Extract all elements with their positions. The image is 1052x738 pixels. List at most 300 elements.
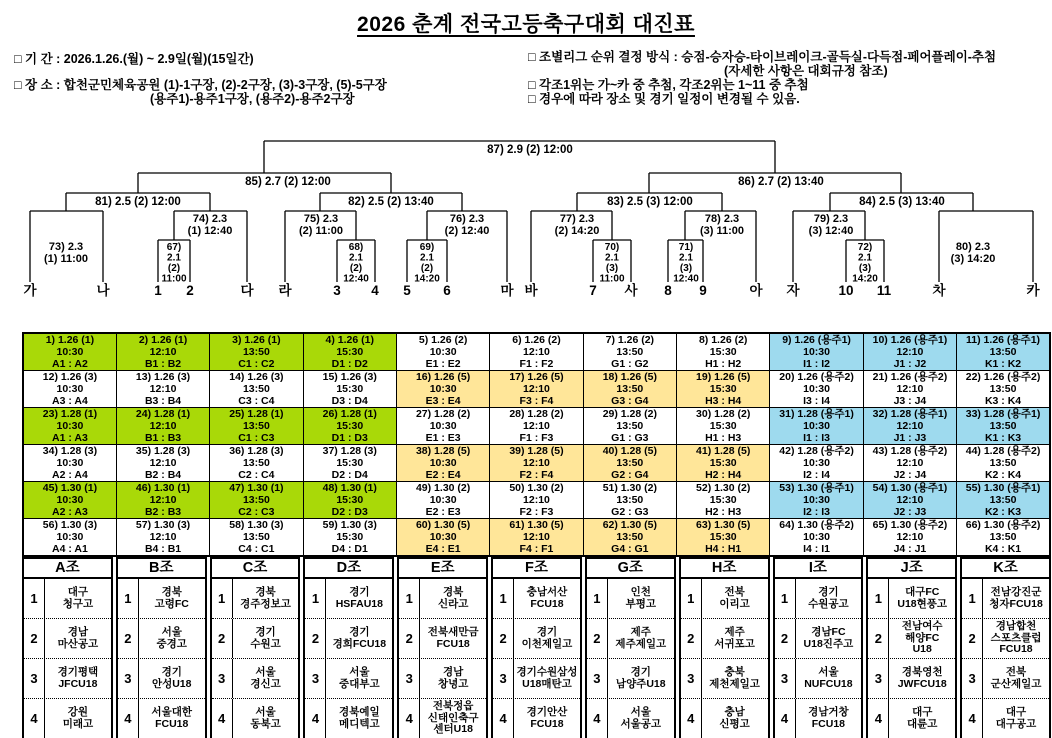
group-table-a (22, 557, 113, 738)
team-rank: 4 (493, 699, 514, 738)
match-cell-10: 10) 1.26 (용주1) 12:10 J1 : J2 (863, 333, 956, 371)
bracket-leaf-8: 5 (403, 283, 411, 298)
team-rank: 2 (24, 619, 45, 658)
bracket-match-81: 81) 2.5 (2) 12:00 (95, 196, 181, 208)
bracket-match-71: 71) (678, 242, 694, 253)
team-name: 경기 HSFAU18 (335, 586, 383, 610)
bracket-match-72: (3) (858, 263, 872, 274)
info-line: (자세한 사항은 대회규정 참조) (724, 64, 888, 78)
group-header: C조 (212, 559, 299, 579)
team-name: 경북 고령FC (154, 586, 189, 610)
match-cell-7: 7) 1.26 (2) 13:50 G1 : G2 (583, 333, 676, 371)
team-rank: 4 (212, 699, 233, 738)
team-row (868, 579, 955, 618)
team-rank: 2 (305, 619, 326, 658)
team-name: 충북 제천제일고 (709, 666, 760, 690)
team-rank: 2 (399, 619, 420, 658)
team-row (118, 618, 205, 658)
team-row (305, 618, 392, 658)
bracket-leaf-6: 3 (333, 283, 341, 298)
team-name: 전남여수 해양FC U18 (901, 620, 943, 656)
match-cell-30: 30) 1.28 (2) 15:30 H1 : H3 (677, 408, 770, 445)
bracket-leaf-13: 사 (624, 283, 638, 298)
group-header: I조 (775, 559, 862, 579)
team-row (587, 698, 674, 738)
match-cell-52: 52) 1.30 (2) 15:30 H2 : H3 (677, 482, 770, 519)
bracket-match-68: 12:40 (343, 273, 369, 285)
match-cell-34: 34) 1.28 (3) 10:30 A2 : A4 (23, 445, 116, 482)
team-name: 서울 중경고 (156, 626, 187, 650)
match-cell-4: 4) 1.26 (1) 15:30 D1 : D2 (303, 333, 396, 371)
match-cell-8: 8) 1.26 (2) 15:30 H1 : H2 (677, 333, 770, 371)
bracket-leaf-20: 차 (932, 283, 946, 298)
bracket-match-77: (2) 14:20 (554, 225, 600, 237)
group-header: E조 (399, 559, 486, 579)
match-cell-44: 44) 1.28 (용주2) 13:50 K2 : K4 (957, 445, 1050, 482)
team-rank: 4 (587, 699, 608, 738)
match-cell-15: 15) 1.26 (3) 15:30 D3 : D4 (303, 371, 396, 408)
team-row (212, 658, 299, 698)
team-name: 서울대한 FCU18 (151, 706, 192, 730)
match-cell-22: 22) 1.26 (용주2) 13:50 K3 : K4 (957, 371, 1050, 408)
team-row (962, 579, 1049, 618)
team-rank: 1 (212, 579, 233, 618)
match-cell-12: 12) 1.26 (3) 10:30 A3 : A4 (23, 371, 116, 408)
team-name: 경기 수원고 (250, 626, 281, 650)
team-row (212, 698, 299, 738)
match-cell-16: 16) 1.26 (5) 10:30 E3 : E4 (396, 371, 489, 408)
bracket-match-75: 75) 2.3 (303, 213, 339, 225)
group-table-c (210, 557, 301, 738)
team-rank: 1 (305, 579, 326, 618)
team-rank: 3 (493, 659, 514, 698)
team-name: 전남강진군 청자FCU18 (989, 586, 1043, 610)
team-name: 제주 제주제일고 (615, 626, 667, 650)
team-rank: 2 (962, 619, 983, 658)
team-rank: 2 (775, 619, 796, 658)
team-name: 경기 이천제일고 (521, 626, 573, 650)
bracket-match-68: (2) (349, 263, 363, 274)
team-rank: 1 (962, 579, 983, 618)
team-row (24, 579, 111, 618)
team-rank: 3 (775, 659, 796, 698)
match-cell-66: 66) 1.30 (용주2) 13:50 K4 : K1 (957, 519, 1050, 557)
team-name: 경남합천 스포츠클럽 FCU18 (990, 620, 1042, 656)
team-name: 경남FC U18진주고 (803, 626, 854, 650)
bracket-match-78: 78) 2.3 (704, 213, 740, 225)
bracket-match-72: 72) (857, 242, 873, 253)
team-rank: 4 (868, 699, 889, 738)
match-cell-17: 17) 1.26 (5) 12:10 F3 : F4 (490, 371, 583, 408)
bracket-match-68: 68) (348, 242, 364, 253)
team-name: 강원 미래고 (62, 706, 94, 730)
match-cell-6: 6) 1.26 (2) 12:10 F1 : F2 (490, 333, 583, 371)
group-header: B조 (118, 559, 205, 579)
team-row (681, 658, 768, 698)
team-rank: 2 (118, 619, 139, 658)
match-cell-58: 58) 1.30 (3) 13:50 C4 : C1 (210, 519, 303, 557)
team-row (681, 618, 768, 658)
match-cell-3: 3) 1.26 (1) 13:50 C1 : C2 (210, 333, 303, 371)
team-name: 경남거창 FCU18 (808, 706, 849, 730)
group-table-g (585, 557, 676, 738)
match-cell-60: 60) 1.30 (5) 10:30 E4 : E1 (396, 519, 489, 557)
match-cell-38: 38) 1.28 (5) 10:30 E2 : E4 (396, 445, 489, 482)
bracket-leaf-12: 7 (589, 283, 597, 298)
match-cell-37: 37) 1.28 (3) 15:30 D2 : D4 (303, 445, 396, 482)
match-cell-57: 57) 1.30 (3) 12:10 B4 : B1 (116, 519, 209, 557)
bracket-match-71: 2.1 (679, 252, 693, 264)
team-row (681, 698, 768, 738)
team-name: 경북 경주정보고 (240, 586, 291, 610)
match-cell-28: 28) 1.28 (2) 12:10 F1 : F3 (490, 408, 583, 445)
match-cell-62: 62) 1.30 (5) 13:50 G4 : G1 (583, 519, 676, 557)
bracket-match-82: 82) 2.5 (2) 13:40 (348, 196, 434, 208)
team-rank: 1 (775, 579, 796, 618)
team-rank: 2 (681, 619, 702, 658)
bracket-match-73: (1) 11:00 (43, 253, 89, 265)
team-row (399, 618, 486, 658)
bracket-leaf-17: 자 (786, 283, 800, 298)
match-cell-40: 40) 1.28 (5) 13:50 G2 : G4 (583, 445, 676, 482)
bracket-leaf-14: 8 (664, 283, 672, 298)
group-table-h (679, 557, 770, 738)
team-rank: 3 (868, 659, 889, 698)
team-row (775, 618, 862, 658)
bracket-leaf-15: 9 (699, 283, 707, 298)
team-name: 경기평택 JFCU18 (57, 666, 99, 690)
bracket-match-80: (3) 14:20 (950, 253, 996, 265)
team-rank: 2 (587, 619, 608, 658)
team-name: 전북 군산제일고 (990, 666, 1042, 690)
bracket-match-70: (3) (605, 263, 619, 274)
team-rank: 4 (775, 699, 796, 738)
team-row (493, 579, 580, 618)
bracket-match-71: (3) (679, 263, 693, 274)
team-row (212, 579, 299, 618)
match-cell-2: 2) 1.26 (1) 12:10 B1 : B2 (116, 333, 209, 371)
bracket-match-67: 67) (166, 242, 182, 253)
team-name: 서울 서울공고 (620, 706, 662, 730)
group-header: G조 (587, 559, 674, 579)
match-cell-65: 65) 1.30 (용주2) 12:10 J4 : J1 (863, 519, 956, 557)
bracket-leaf-11: 바 (524, 283, 538, 298)
bracket-match-70: 11:00 (599, 273, 625, 285)
team-row (118, 698, 205, 738)
match-cell-32: 32) 1.28 (용주1) 12:10 J1 : J3 (863, 408, 956, 445)
group-header: K조 (962, 559, 1049, 579)
match-cell-23: 23) 1.28 (1) 10:30 A1 : A3 (23, 408, 116, 445)
match-cell-26: 26) 1.28 (1) 15:30 D1 : D3 (303, 408, 396, 445)
team-row (868, 618, 955, 658)
team-name: 경기 경희FCU18 (332, 626, 387, 650)
team-row (587, 618, 674, 658)
bracket-match-87: 87) 2.9 (2) 12:00 (487, 144, 573, 156)
team-name: 전북 이리고 (719, 586, 750, 610)
match-cell-25: 25) 1.28 (1) 13:50 C1 : C3 (210, 408, 303, 445)
team-row (24, 618, 111, 658)
match-cell-20: 20) 1.26 (용주2) 10:30 I3 : I4 (770, 371, 863, 408)
team-name: 인천 부평고 (625, 586, 656, 610)
team-rank: 3 (118, 659, 139, 698)
match-cell-39: 39) 1.28 (5) 12:10 F2 : F4 (490, 445, 583, 482)
team-row (868, 658, 955, 698)
group-header: F조 (493, 559, 580, 579)
bracket-match-85: 85) 2.7 (2) 12:00 (245, 176, 331, 188)
team-row (399, 579, 486, 618)
bracket-match-67: 11:00 (161, 273, 187, 285)
bracket-match-70: 70) (604, 242, 620, 253)
group-tables (22, 557, 1051, 738)
team-name: 충남서산 FCU18 (526, 586, 568, 610)
team-rank: 3 (212, 659, 233, 698)
group-table-e (397, 557, 488, 738)
bracket-leaf-10: 마 (500, 283, 514, 298)
bracket-leaf-5: 라 (278, 283, 292, 298)
team-name: 경기 수원공고 (808, 586, 849, 610)
info-line: □ 각조1위는 가~카 중 추첨, 각조2위는 1~11 중 추첨 (528, 78, 809, 92)
bracket-match-71: 12:40 (673, 273, 699, 285)
team-name: 경기 안성U18 (151, 666, 192, 690)
bracket-leaf-21: 카 (1026, 283, 1040, 298)
team-rank: 1 (118, 579, 139, 618)
team-row (399, 698, 486, 738)
bracket-match-79: (3) 12:40 (808, 225, 854, 237)
match-cell-19: 19) 1.26 (5) 15:30 H3 : H4 (677, 371, 770, 408)
group-table-k (960, 557, 1051, 738)
bracket-match-67: 2.1 (167, 252, 181, 264)
team-row (681, 579, 768, 618)
team-row (962, 698, 1049, 738)
team-rank: 4 (24, 699, 45, 738)
match-cell-5: 5) 1.26 (2) 10:30 E1 : E2 (396, 333, 489, 371)
match-cell-63: 63) 1.30 (5) 15:30 H4 : H1 (677, 519, 770, 557)
bracket-match-69: (2) (420, 263, 434, 274)
team-rank: 1 (493, 579, 514, 618)
team-name: 경남 마산공고 (57, 626, 99, 650)
team-name: 경북 신라고 (437, 586, 469, 610)
team-row (399, 658, 486, 698)
match-cell-42: 42) 1.28 (용주2) 10:30 I2 : I4 (770, 445, 863, 482)
bracket-leaf-2: 1 (154, 283, 162, 298)
bracket-match-69: 14:20 (414, 273, 440, 285)
bracket-leaf-19: 11 (876, 283, 892, 298)
match-cell-47: 47) 1.30 (1) 13:50 C2 : C3 (210, 482, 303, 519)
team-rank: 1 (681, 579, 702, 618)
match-cell-14: 14) 1.26 (3) 13:50 C3 : C4 (210, 371, 303, 408)
match-cell-18: 18) 1.26 (5) 13:50 G3 : G4 (583, 371, 676, 408)
bracket-match-69: 69) (419, 242, 435, 253)
bracket-leaf-18: 10 (838, 283, 854, 298)
info-line: □ 장 소 : 합천군민체육공원 (1)-1구장, (2)-2구장, (3)-3구장, (5)-5구장 (14, 78, 387, 92)
team-row (493, 658, 580, 698)
match-cell-29: 29) 1.28 (2) 13:50 G1 : G3 (583, 408, 676, 445)
match-cell-31: 31) 1.28 (용주1) 10:30 I1 : I3 (770, 408, 863, 445)
team-name: 서울 중대부고 (339, 666, 380, 690)
team-row (587, 579, 674, 618)
match-cell-9: 9) 1.26 (용주1) 10:30 I1 : I2 (770, 333, 863, 371)
team-row (775, 658, 862, 698)
bracket-leaf-16: 아 (749, 283, 763, 298)
bracket-match-83: 83) 2.5 (3) 12:00 (607, 196, 693, 208)
team-rank: 1 (868, 579, 889, 618)
team-row (775, 698, 862, 738)
group-table-j (866, 557, 957, 738)
group-header: J조 (868, 559, 955, 579)
match-cell-51: 51) 1.30 (2) 13:50 G2 : G3 (583, 482, 676, 519)
match-cell-64: 64) 1.30 (용주2) 10:30 I4 : I1 (770, 519, 863, 557)
team-rank: 1 (24, 579, 45, 618)
team-row (24, 698, 111, 738)
team-row (493, 618, 580, 658)
team-row (962, 658, 1049, 698)
match-cell-27: 27) 1.28 (2) 10:30 E1 : E3 (396, 408, 489, 445)
bracket-match-73: 73) 2.3 (48, 241, 84, 253)
match-cell-50: 50) 1.30 (2) 12:10 F2 : F3 (490, 482, 583, 519)
match-cell-48: 48) 1.30 (1) 15:30 D2 : D3 (303, 482, 396, 519)
team-row (212, 618, 299, 658)
bracket-match-74: (1) 12:40 (187, 225, 233, 237)
team-row (962, 618, 1049, 658)
bracket-leaf-1: 나 (96, 283, 110, 298)
team-name: 경기안산 FCU18 (526, 706, 568, 730)
bracket-match-74: 74) 2.3 (192, 213, 228, 225)
team-row (118, 579, 205, 618)
team-rank: 4 (305, 699, 326, 738)
group-table-d (303, 557, 394, 738)
group-table-i (773, 557, 864, 738)
match-cell-24: 24) 1.28 (1) 12:10 B1 : B3 (116, 408, 209, 445)
match-cell-55: 55) 1.30 (용주1) 13:50 K2 : K3 (957, 482, 1050, 519)
team-rank: 2 (212, 619, 233, 658)
match-cell-53: 53) 1.30 (용주1) 10:30 I2 : I3 (770, 482, 863, 519)
team-name: 대구 청구고 (62, 586, 94, 610)
info-line: □ 경우에 따라 장소 및 경기 일정이 변경될 수 있음. (528, 92, 800, 106)
team-rank: 3 (962, 659, 983, 698)
team-rank: 3 (681, 659, 702, 698)
match-cell-41: 41) 1.28 (5) 15:30 H2 : H4 (677, 445, 770, 482)
match-cell-1: 1) 1.26 (1) 10:30 A1 : A2 (23, 333, 116, 371)
match-cell-54: 54) 1.30 (용주1) 12:10 J2 : J3 (863, 482, 956, 519)
bracket-leaf-0: 가 (23, 283, 37, 298)
team-rank: 4 (962, 699, 983, 738)
group-header: D조 (305, 559, 392, 579)
team-row (305, 698, 392, 738)
team-name: 경기 남양주U18 (615, 666, 666, 690)
team-rank: 3 (587, 659, 608, 698)
team-rank: 2 (868, 619, 889, 658)
team-row (24, 658, 111, 698)
team-rank: 2 (493, 619, 514, 658)
group-table-b (116, 557, 207, 738)
bracket-leaf-3: 2 (186, 283, 194, 298)
team-name: 제주 서귀포고 (714, 626, 755, 650)
bracket-match-67: (2) (167, 263, 181, 274)
match-cell-35: 35) 1.28 (3) 12:10 B2 : B4 (116, 445, 209, 482)
team-row (775, 579, 862, 618)
team-rank: 1 (587, 579, 608, 618)
bracket-match-68: 2.1 (349, 252, 363, 264)
group-header: A조 (24, 559, 111, 579)
match-cell-56: 56) 1.30 (3) 10:30 A4 : A1 (23, 519, 116, 557)
team-name: 대구FC U18현풍고 (897, 586, 948, 610)
team-name: 경남 창녕고 (437, 666, 469, 690)
match-cell-59: 59) 1.30 (3) 15:30 D4 : D1 (303, 519, 396, 557)
bracket-leaf-4: 다 (240, 283, 254, 298)
bracket-match-77: 77) 2.3 (559, 213, 595, 225)
team-name: 전북정읍 신태인축구 센터U18 (427, 700, 479, 736)
team-name: 충남 신평고 (719, 706, 750, 730)
bracket-match-86: 86) 2.7 (2) 13:40 (738, 176, 824, 188)
team-rank: 3 (24, 659, 45, 698)
page-title: 2026 춘계 전국고등축구대회 대진표 (357, 13, 695, 36)
tournament-bracket (0, 0, 1052, 302)
team-row (305, 579, 392, 618)
match-cell-61: 61) 1.30 (5) 12:10 F4 : F1 (490, 519, 583, 557)
match-cell-49: 49) 1.30 (2) 10:30 E2 : E3 (396, 482, 489, 519)
info-line: □ 기 간 : 2026.1.26.(월) ~ 2.9일(월)(15일간) (14, 52, 254, 66)
match-cell-46: 46) 1.30 (1) 12:10 B2 : B3 (116, 482, 209, 519)
team-name: 대구 대구공고 (995, 706, 1037, 730)
match-cell-33: 33) 1.28 (용주1) 13:50 K1 : K3 (957, 408, 1050, 445)
bracket-match-69: 2.1 (420, 252, 434, 264)
info-line: (용주1)-용주1구장, (용주2)-용주2구장 (150, 92, 355, 106)
group-header: H조 (681, 559, 768, 579)
bracket-match-72: 14:20 (852, 273, 878, 285)
match-cell-45: 45) 1.30 (1) 10:30 A2 : A3 (23, 482, 116, 519)
bracket-match-75: (2) 11:00 (298, 225, 344, 237)
team-name: 경북영천 JWFCU18 (897, 666, 947, 690)
bracket-match-76: 76) 2.3 (449, 213, 485, 225)
team-row (868, 698, 955, 738)
team-rank: 3 (399, 659, 420, 698)
team-rank: 4 (118, 699, 139, 738)
match-schedule-table (22, 332, 1051, 557)
bracket-match-70: 2.1 (605, 252, 619, 264)
bracket-match-72: 2.1 (858, 252, 872, 264)
bracket-match-84: 84) 2.5 (3) 13:40 (859, 196, 945, 208)
bracket-leaf-9: 6 (443, 283, 451, 298)
team-row (493, 698, 580, 738)
bracket-match-76: (2) 12:40 (444, 225, 490, 237)
team-rank: 4 (681, 699, 702, 738)
bracket-match-79: 79) 2.3 (813, 213, 849, 225)
team-name: 전북새만금 FCU18 (427, 626, 479, 650)
team-rank: 3 (305, 659, 326, 698)
match-cell-13: 13) 1.26 (3) 12:10 B3 : B4 (116, 371, 209, 408)
team-rank: 4 (399, 699, 420, 738)
team-name: 서울 동북고 (250, 706, 281, 730)
match-cell-21: 21) 1.26 (용주2) 12:10 J3 : J4 (863, 371, 956, 408)
info-line: □ 조별리그 순위 결정 방식 : 승점-승자승-타이브레이크-골득실-다득점-페어플레이-추첨 (528, 50, 997, 64)
team-name: 대구 대륜고 (907, 706, 938, 730)
team-row (118, 658, 205, 698)
match-cell-11: 11) 1.26 (용주1) 13:50 K1 : K2 (957, 333, 1050, 371)
team-name: 서울 NUFCU18 (804, 666, 853, 690)
match-cell-36: 36) 1.28 (3) 13:50 C2 : C4 (210, 445, 303, 482)
team-rank: 1 (399, 579, 420, 618)
bracket-leaf-7: 4 (371, 283, 379, 298)
team-row (305, 658, 392, 698)
team-name: 경북예일 메디텍고 (339, 706, 380, 730)
team-row (587, 658, 674, 698)
group-table-f (491, 557, 582, 738)
bracket-match-78: (3) 11:00 (699, 225, 745, 237)
team-name: 경기수원삼성 U18매탄고 (516, 666, 578, 690)
bracket-match-80: 80) 2.3 (955, 241, 991, 253)
team-name: 서울 경신고 (250, 666, 281, 690)
match-cell-43: 43) 1.28 (용주2) 12:10 J2 : J4 (863, 445, 956, 482)
